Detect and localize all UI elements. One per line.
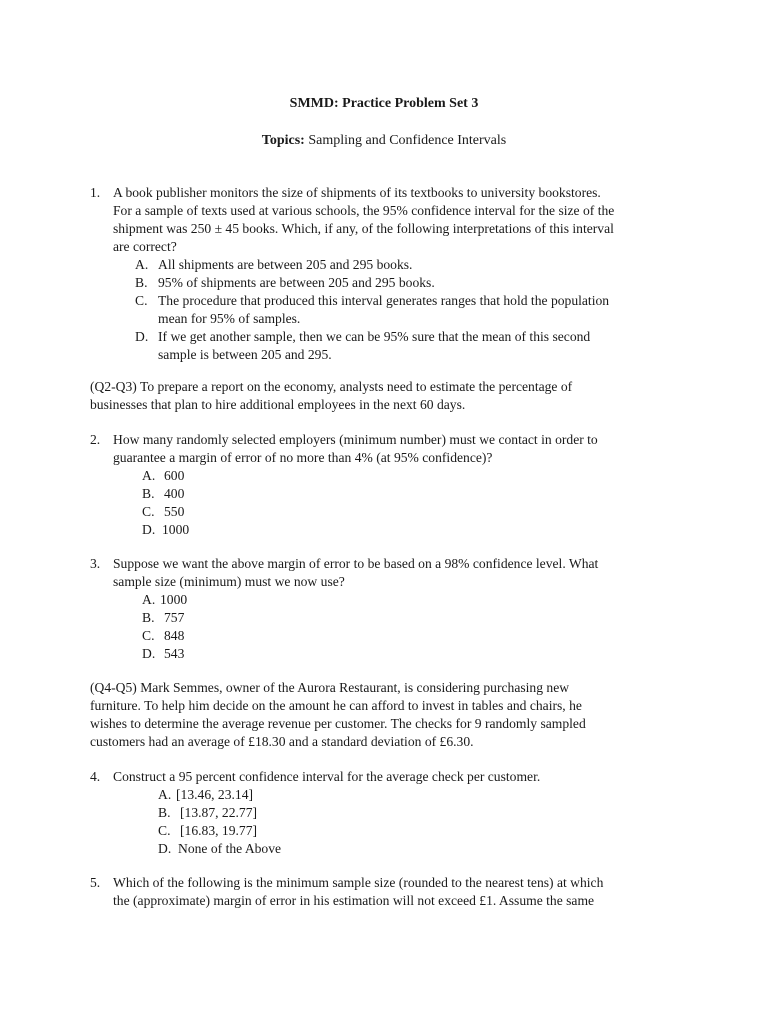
option <box>90 627 690 645</box>
option <box>90 591 690 609</box>
question-text: Construct a 95 percent confidence interval for the average check per customer. <box>113 769 541 784</box>
option <box>90 521 690 539</box>
question-4 <box>90 768 690 858</box>
option-text: None of the Above <box>178 841 282 856</box>
option <box>90 822 690 840</box>
question-3 <box>90 555 690 663</box>
option-letter: A. <box>135 257 149 272</box>
topics-text: Sampling and Confidence Intervals <box>304 133 507 148</box>
option-text: 600 <box>164 468 185 483</box>
option-text: 757 <box>164 610 185 625</box>
intro-text: (Q2-Q3) To prepare a report on the economy, analysts need to estimate the percentage of <box>90 379 573 394</box>
option <box>90 503 690 521</box>
question-number: 5. <box>90 875 101 890</box>
option-letter: C. <box>158 823 171 838</box>
option-text: 1000 <box>162 522 190 537</box>
intro-text: wishes to determine the average revenue per customer. The checks for 9 randomly sampled <box>90 716 586 731</box>
intro-text: (Q4-Q5) Mark Semmes, owner of the Aurora Restaurant, is considering purchasing new <box>90 680 570 695</box>
topics-label: Topics: <box>261 133 305 148</box>
option <box>90 609 690 627</box>
question-1 <box>90 184 690 364</box>
option <box>90 274 690 292</box>
option-letter: B. <box>142 610 155 625</box>
option-text: 848 <box>164 628 185 643</box>
option-letter: B. <box>135 275 148 290</box>
question-number: 1. <box>90 185 101 200</box>
question-2 <box>90 431 690 539</box>
option-letter: D. <box>142 646 156 661</box>
option-letter: B. <box>158 805 171 820</box>
option-letter: C. <box>135 293 148 308</box>
topics-line <box>0 132 768 150</box>
option-text: 543 <box>164 646 185 661</box>
option <box>90 840 690 858</box>
option-text: sample is between 205 and 295. <box>158 347 332 362</box>
question-text: Which of the following is the minimum sample size (rounded to the nearest tens) at which <box>113 875 604 890</box>
option-text: [13.46, 23.14] <box>176 787 254 802</box>
option-text: [16.83, 19.77] <box>180 823 258 838</box>
question-number: 2. <box>90 432 101 447</box>
question-5 <box>90 874 690 910</box>
option <box>90 328 690 364</box>
option <box>90 804 690 822</box>
option <box>90 645 690 663</box>
question-text: A book publisher monitors the size of shipments of its textbooks to university bookstores. <box>113 185 601 200</box>
option-text: The procedure that produced this interval generates ranges that hold the population <box>158 293 610 308</box>
intro-q4-q5 <box>90 679 690 751</box>
page-title: SMMD: Practice Problem Set 3 <box>289 96 479 111</box>
option <box>90 786 690 804</box>
option <box>90 256 690 274</box>
option-letter: D. <box>158 841 172 856</box>
option-text: If we get another sample, then we can be 95% sure that the mean of this second <box>158 329 591 344</box>
intro-text: businesses that plan to hire additional employees in the next 60 days. <box>90 397 466 412</box>
option <box>90 467 690 485</box>
question-number: 4. <box>90 769 101 784</box>
question-text: guarantee a margin of error of no more than 4% (at 95% confidence)? <box>113 450 493 465</box>
question-text: shipment was 250 ± 45 books. Which, if any, of the following interpretations of this interval <box>113 221 614 236</box>
option <box>90 292 690 328</box>
option <box>90 485 690 503</box>
option-letter: C. <box>142 504 155 519</box>
option-text: mean for 95% of samples. <box>158 311 301 326</box>
option-letter: A. <box>142 592 156 607</box>
option-text: 95% of shipments are between 205 and 295 books. <box>158 275 435 290</box>
option-text: 550 <box>164 504 185 519</box>
option-letter: B. <box>142 486 155 501</box>
option-letter: A. <box>158 787 172 802</box>
option-text: [13.87, 22.77] <box>180 805 258 820</box>
intro-text: customers had an average of £18.30 and a standard deviation of £6.30. <box>90 734 474 749</box>
question-text: are correct? <box>113 239 177 254</box>
question-text: sample size (minimum) must we now use? <box>113 574 345 589</box>
option-text: 1000 <box>160 592 188 607</box>
option-text: All shipments are between 205 and 295 books. <box>158 257 413 272</box>
option-letter: D. <box>135 329 149 344</box>
question-text: How many randomly selected employers (minimum number) must we contact in order to <box>113 432 598 447</box>
intro-q2-q3 <box>90 378 690 414</box>
question-text: Suppose we want the above margin of error to be based on a 98% confidence level. What <box>113 556 599 571</box>
question-text: For a sample of texts used at various schools, the 95% confidence interval for the size of the <box>113 203 615 218</box>
intro-text: furniture. To help him decide on the amount he can afford to invest in tables and chairs, he <box>90 698 582 713</box>
option-text: 400 <box>164 486 185 501</box>
question-text: the (approximate) margin of error in his estimation will not exceed £1. Assume the same <box>113 893 595 908</box>
question-number: 3. <box>90 556 101 571</box>
option-letter: D. <box>142 522 156 537</box>
option-letter: C. <box>142 628 155 643</box>
option-letter: A. <box>142 468 156 483</box>
